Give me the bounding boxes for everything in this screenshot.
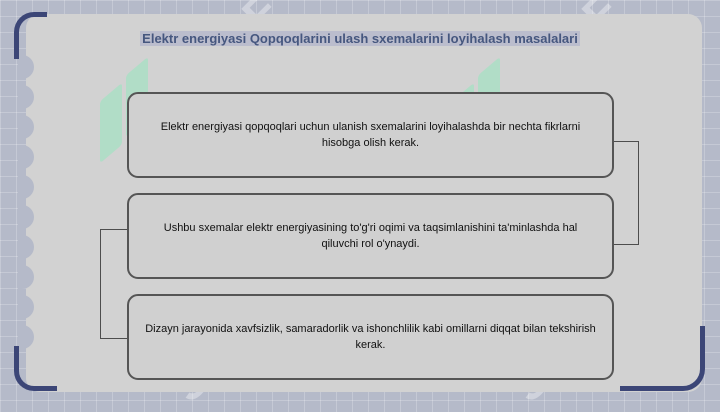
connector-line xyxy=(614,141,639,245)
step-box-1 xyxy=(127,92,614,178)
step-text: Elektr energiyasi qopqoqlari uchun ulanish sxemalarini loyihalashda bir nechta fikrlarni hisobga olish kerak. xyxy=(160,121,581,149)
corner-bracket-bottom-left xyxy=(14,346,57,391)
connector-line xyxy=(100,229,128,339)
step-box-3 xyxy=(127,294,614,380)
slide-title: Elektr energiyasi Qopqoqlarini ulash sxemalarini loyihalash masalalari xyxy=(142,31,578,46)
corner-bracket-bottom-right xyxy=(620,326,705,391)
step-box-2 xyxy=(127,193,614,279)
step-text: Dizayn jarayonida xavfsizlik, samaradorlik va ishonchlilik kabi omillarni diqqat bilan tekshirish kerak. xyxy=(145,323,596,351)
step-text: Ushbu sxemalar elektr energiyasining to'g'ri oqimi va taqsimlanishini ta'minlashda hal qiluvchi rol o'ynaydi. xyxy=(163,222,578,250)
